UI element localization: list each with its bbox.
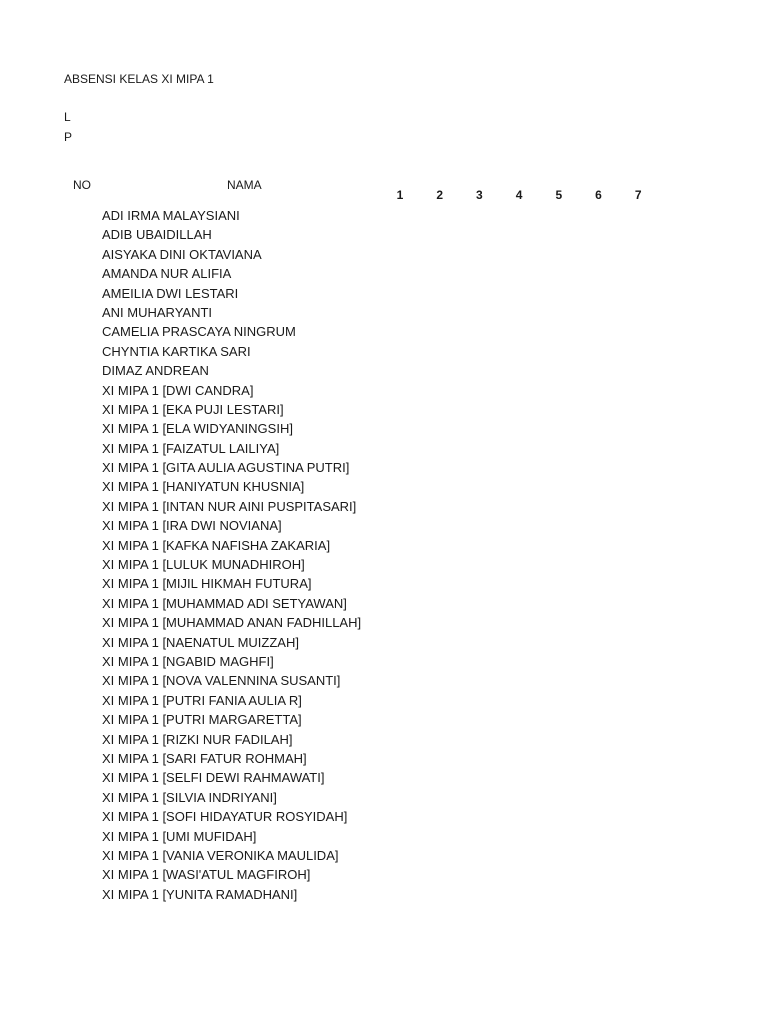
student-name: CAMELIA PRASCAYA NINGRUM: [102, 324, 296, 340]
student-name: XI MIPA 1 [PUTRI FANIA AULIA R]: [102, 692, 302, 708]
student-name: ADIB UBAIDILLAH: [102, 227, 212, 243]
student-name: XI MIPA 1 [RIZKI NUR FADILAH]: [102, 731, 293, 747]
student-name: XI MIPA 1 [SARI FATUR ROHMAH]: [102, 750, 307, 766]
column-header-no: NO: [73, 178, 91, 192]
column-header-nama: NAMA: [227, 178, 262, 192]
student-name: XI MIPA 1 [FAIZATUL LAILIYA]: [102, 440, 280, 456]
student-name: XI MIPA 1 [PUTRI MARGARETTA]: [102, 712, 302, 728]
student-name: AMANDA NUR ALIFIA: [102, 266, 232, 282]
student-name: XI MIPA 1 [ELA WIDYANINGSIH]: [102, 421, 293, 437]
day-column-header: 6: [595, 188, 602, 202]
student-name: XI MIPA 1 [MUHAMMAD ANAN FADHILLAH]: [102, 615, 362, 631]
student-name: XI MIPA 1 [SILVIA INDRIYANI]: [102, 789, 277, 805]
document-title: ABSENSI KELAS XI MIPA 1: [64, 72, 214, 86]
student-name: XI MIPA 1 [EKA PUJI LESTARI]: [102, 401, 284, 417]
student-name: XI MIPA 1 [IRA DWI NOVIANA]: [102, 518, 282, 534]
student-name: CHYNTIA KARTIKA SARI: [102, 343, 251, 359]
student-name: XI MIPA 1 [GITA AULIA AGUSTINA PUTRI]: [102, 460, 350, 476]
student-name: XI MIPA 1 [MIJIL HIKMAH FUTURA]: [102, 576, 312, 592]
gender-label-l: L: [64, 110, 71, 124]
student-name: XI MIPA 1 [LULUK MUNADHIROH]: [102, 557, 305, 573]
student-name: XI MIPA 1 [YUNITA RAMADHANI]: [102, 886, 298, 902]
student-name: ANI MUHARYANTI: [102, 304, 213, 320]
day-column-header: 4: [515, 188, 523, 202]
student-name: XI MIPA 1 [INTAN NUR AINI PUSPITASARI]: [102, 498, 357, 514]
student-name: XI MIPA 1 [HANIYATUN KHUSNIA]: [102, 479, 305, 495]
day-column-header: 7: [634, 188, 642, 202]
student-name: DIMAZ ANDREAN: [102, 363, 209, 379]
student-name: AMEILIA DWI LESTARI: [102, 285, 239, 301]
student-name: XI MIPA 1 [MUHAMMAD ADI SETYAWAN]: [102, 595, 347, 611]
student-name: AISYAKA DINI OKTAVIANA: [102, 246, 262, 262]
student-name: XI MIPA 1 [WASI'ATUL MAGFIROH]: [102, 867, 311, 883]
student-name: ADI IRMA MALAYSIANI: [102, 208, 240, 223]
day-column-header: 1: [396, 188, 404, 202]
student-name: XI MIPA 1 [VANIA VERONIKA MAULIDA]: [102, 847, 339, 863]
day-column-header: 3: [476, 188, 483, 202]
day-column-headers: [390, 188, 670, 204]
student-name: XI MIPA 1 [UMI MUFIDAH]: [102, 828, 257, 844]
gender-label-p: P: [64, 130, 73, 144]
day-column-header: 5: [555, 188, 563, 202]
student-name: XI MIPA 1 [KAFKA NAFISHA ZAKARIA]: [102, 537, 331, 553]
student-name: XI MIPA 1 [SOFI HIDAYATUR ROSYIDAH]: [102, 809, 348, 825]
student-name: XI MIPA 1 [DWI CANDRA]: [102, 382, 254, 398]
student-name: XI MIPA 1 [NGABID MAGHFI]: [102, 653, 274, 669]
student-name: XI MIPA 1 [NAENATUL MUIZZAH]: [102, 634, 299, 650]
student-name-list: [102, 207, 361, 905]
day-column-header: 2: [436, 188, 444, 202]
student-name: XI MIPA 1 [SELFI DEWI RAHMAWATI]: [102, 770, 325, 786]
student-name: XI MIPA 1 [NOVA VALENNINA SUSANTI]: [102, 673, 341, 689]
